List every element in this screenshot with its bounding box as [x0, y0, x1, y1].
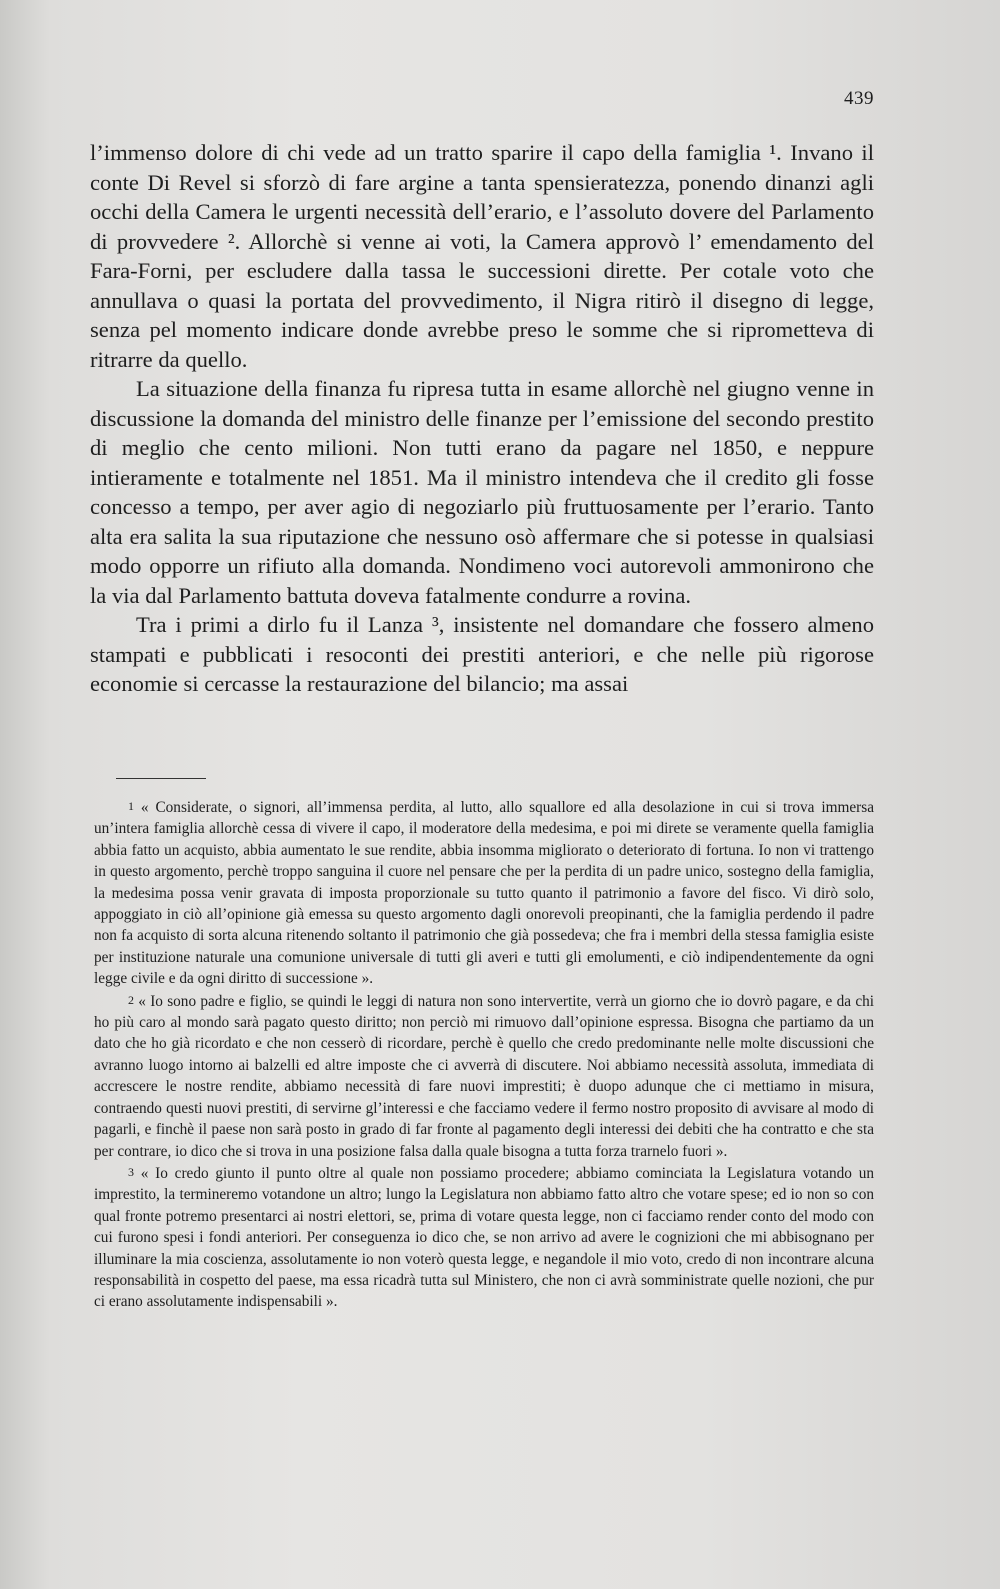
- main-text: [90, 138, 874, 699]
- paragraph: l’immenso dolore di chi vede ad un tratto sparire il capo della famiglia ¹. Invano il conte Di Revel si sforzò di fare argine a tanta spensieratezza, ponendo dinanzi agli occhi della Camera le urgenti necessità dell’erario, e l’assoluto dovere del Parlamento di provvedere ². Allorchè si venne ai voti, la Camera approvò l’ emendamento del Fara-Forni, per escludere dalla tassa le successioni dirette. Per cotale voto che annullava o quasi la portata del provvedimento, il Nigra ritirò il disegno di legge, senza pel momento indicare donde avrebbe preso le somme che si riprometteva di ritrarre da quello.: [90, 140, 874, 372]
- footnote-mark: 2: [128, 992, 134, 1007]
- footnote-item: [94, 990, 874, 1162]
- footnote-text: « Considerate, o signori, all’immensa perdita, al lutto, allo squallore ed alla desolazione in cui si trova immersa un’intera famiglia allorchè cessa di vivere il capo, il moderatore della medesima, e poi mi direte se veramente quella famiglia abbia fatto un acquisto, abbia aumentato le sue rendite, abbia insomma migliorato o deteriorato di fortuna. Io non vi trattengo in questo argomento, perchè troppo sanguina il cuore nel pensare che per la perdita di un padre unico, sostegno della famiglia, la medesima possa venir gravata di imposta proporzionale su tutto quanto il patrimonio a favore del fisco. Vi dirò solo, appoggiato in ciò all’opinione già emessa su questo argomento dagli onorevoli preopinanti, che la famiglia perdendo il padre non fa acquisto di sorta alcuna ritenendo soltanto il patrimonio che già possedeva; che fra i membri della stessa famiglia esiste per instituzione naturale una comunione universale di tutti gli averi e tutti gli emolumenti, e ciò indipendentemente da ogni legge civile e da ogni diritto di successione ».: [94, 799, 875, 988]
- footnote-mark: 1: [128, 799, 134, 813]
- footnote-item: [94, 796, 874, 990]
- footnote-mark: 3: [128, 1164, 134, 1179]
- footnote-separator: [116, 778, 206, 779]
- footnote-item: [94, 1162, 874, 1313]
- footnote-text: « Io credo giunto il punto oltre al quale non possiamo procedere; abbiamo cominciata la Legislatura votando un imprestito, la termineremo votandone un altro; lungo la Legislatura non abbiamo fatto altro che votare spese; ed io non so con qual fronte potremo presentarci ai nostri elettori, se, prima di votare questa legge, non ci facciamo render conto del modo con cui furono spesi i fondi anteriori. Per conseguenza io dico che, se non arrivo ad avere le cognizioni che mi abbisognano per illuminare la mia coscienza, assolutamente io non voterò questa legge, e negandole il mio voto, credo di non incontrare alcuna responsabilità in cospetto del paese, ma essa ricadrà tutta sul Ministero, che non ci avrà somministrate quelle nozioni, che pur ci erano assolutamente indispensabili ».: [94, 1164, 875, 1311]
- footnotes: [94, 796, 874, 1313]
- paragraph: La situazione della finanza fu ripresa tutta in esame allorchè nel giugno venne in discussione la domanda del ministro delle finanze per l’emissione del secondo prestito di meglio che cento milioni. Non tutti erano da pagare nel 1850, e neppure intieramente e totalmente nel 1851. Ma il ministro intendeva che il credito gli fosse concesso a tempo, per aver agio di negoziarlo più fruttuosamente per l’erario. Tanto alta era salita la sua riputazione che nessuno osò affermare che si potesse in qualsiasi modo opporre un rifiuto alla domanda. Nondimeno voci autorevoli ammonirono che la via dal Parlamento battuta doveva fatalmente condurre a rovina.: [90, 376, 874, 608]
- footnote-text: « Io sono padre e figlio, se quindi le leggi di natura non sono intervertite, verrà un giorno che io dovrò pagare, e da chi ho più caro al mondo sarà pagato questo diritto; non perciò mi rimuovo dall’opinione espressa. Bisogna che partiamo da un dato che ho già ricordato e che non cesserò di ricordare, perchè è quello che credo predominante nelle molte discussioni che avranno luogo intorno ai balzelli ed altre imposte che ci avverrà di discutere. Noi abbiamo necessità assoluta, immediata di accrescere le nostre rendite, abbiamo necessità di fare nuovi imprestiti; è duopo adunque che ci mettiamo in misura, contraendo questi nuovi prestiti, di servirne gl’interessi e che facciamo vedere il fermo nostro proposito di avvisare al modo di pagarli, e finchè il paese non sarà posto in grado di far fronte al pagamento degli interessi dei debiti che ha contratto e che sta per contrare, io dico che si trova in una posizione falsa dalla quale bisogna a tutta forza trarnelo fuori ».: [94, 992, 875, 1160]
- paragraph: Tra i primi a dirlo fu il Lanza ³, insistente nel domandare che fossero almeno stampati e pubblicati i resoconti dei prestiti anteriori, e che nelle più rigorose economie si cercasse la restaurazione del bilancio; ma assai: [90, 612, 874, 696]
- page-number: 439: [844, 88, 874, 109]
